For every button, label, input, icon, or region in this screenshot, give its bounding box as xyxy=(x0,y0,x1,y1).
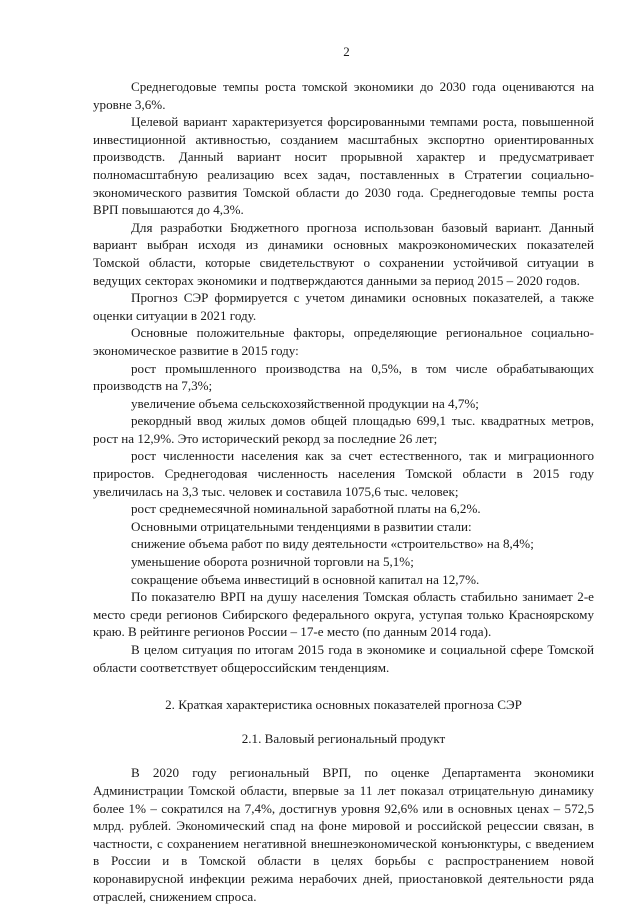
paragraph: Основные положительные факторы, определяющие региональное социально-экономическое развитие в 2015 году: xyxy=(93,325,594,358)
paragraph: Целевой вариант характеризуется форсированными темпами роста, повышенной инвестиционной активностью, созданием масштабных экспортно ориентированных производств. Данный вариант носит прорывной характер и предусматривает полномасштабную реализацию всех задач, поставленных в Стратегии социально-экономического развития Томской области до 2030 года. Среднегодовые темпы роста ВРП повышаются до 4,3%. xyxy=(93,114,594,218)
list-item: уменьшение оборота розничной торговли на 5,1%; xyxy=(131,554,414,570)
document-body xyxy=(93,78,594,905)
list-item: рост промышленного производства на 0,5%, в том числе обрабатывающих производств на 7,3%; xyxy=(93,360,594,394)
paragraph: Среднегодовые темпы роста томской экономики до 2030 года оцениваются на уровне 3,6%. xyxy=(93,79,594,112)
paragraph: В 2020 году региональный ВРП, по оценке Департамента экономики Администрации Томской области, впервые за 11 лет показал отрицательную динамику более 1% – сократился на 7,4%, достигнув уровня 92,6% или в основных ценах – 572,5 млрд. рублей. Экономический спад на фоне мировой и российской рецессии связан, в частности, с сохранением негативной внешнеэкономической конъюнктуры, с введением в России и в Томской области в целях борьбы с распространением новой коронавирусной инфекции режима нерабочих дней, приостановкой деятельности ряда отраслей, снижением спроса. xyxy=(93,765,594,904)
list-item: рекордный ввод жилых домов общей площадью 699,1 тыс. квадратных метров, рост на 12,9%. Это исторический рекорд за последние 26 лет; xyxy=(93,413,594,446)
list-item: рост численности населения как за счет естественного, так и миграционного приростов. Среднегодовая численность населения Томской области в 2015 году увеличилась на 3,3 тыс. человек и составила 1075,6 тыс. человек; xyxy=(93,448,594,499)
list-item: снижение объема работ по виду деятельности «строительство» на 8,4%; xyxy=(131,536,534,552)
paragraph: Для разработки Бюджетного прогноза использован базовый вариант. Данный вариант выбран исходя из динамики основных макроэкономических показателей Томской области, которые свидетельствуют о сохранении устойчивой ситуации в ведущих секторах экономики и подтверждаются данными за период 2015 – 2020 годов. xyxy=(93,219,594,288)
list-item: сокращение объема инвестиций в основной капитал на 12,7%. xyxy=(131,571,480,587)
list-item: увеличение объема сельскохозяйственной продукции на 4,7%; xyxy=(131,395,479,411)
paragraph: В целом ситуация по итогам 2015 года в экономике и социальной сфере Томской области соответствует общероссийским тенденциям. xyxy=(93,642,594,675)
paragraph: Основными отрицательными тенденциями в развитии стали: xyxy=(131,518,472,534)
list-item: рост среднемесячной номинальной заработной платы на 6,2%. xyxy=(131,501,481,517)
section-heading: 2. Краткая характеристика основных показателей прогноза СЭР xyxy=(165,697,522,713)
paragraph: По показателю ВРП на душу населения Томская область стабильно занимает 2-е место среди регионов Сибирского федерального округа, уступая только Красноярскому краю. В рейтинге регионов России – 17-е место (по данным 2014 года). xyxy=(93,589,594,640)
subsection-heading: 2.1. Валовый региональный продукт xyxy=(241,730,446,746)
paragraph: Прогноз СЭР формируется с учетом динамики основных показателей, а также оценки ситуации в 2021 году. xyxy=(93,290,594,323)
page-number: 2 xyxy=(343,44,350,59)
